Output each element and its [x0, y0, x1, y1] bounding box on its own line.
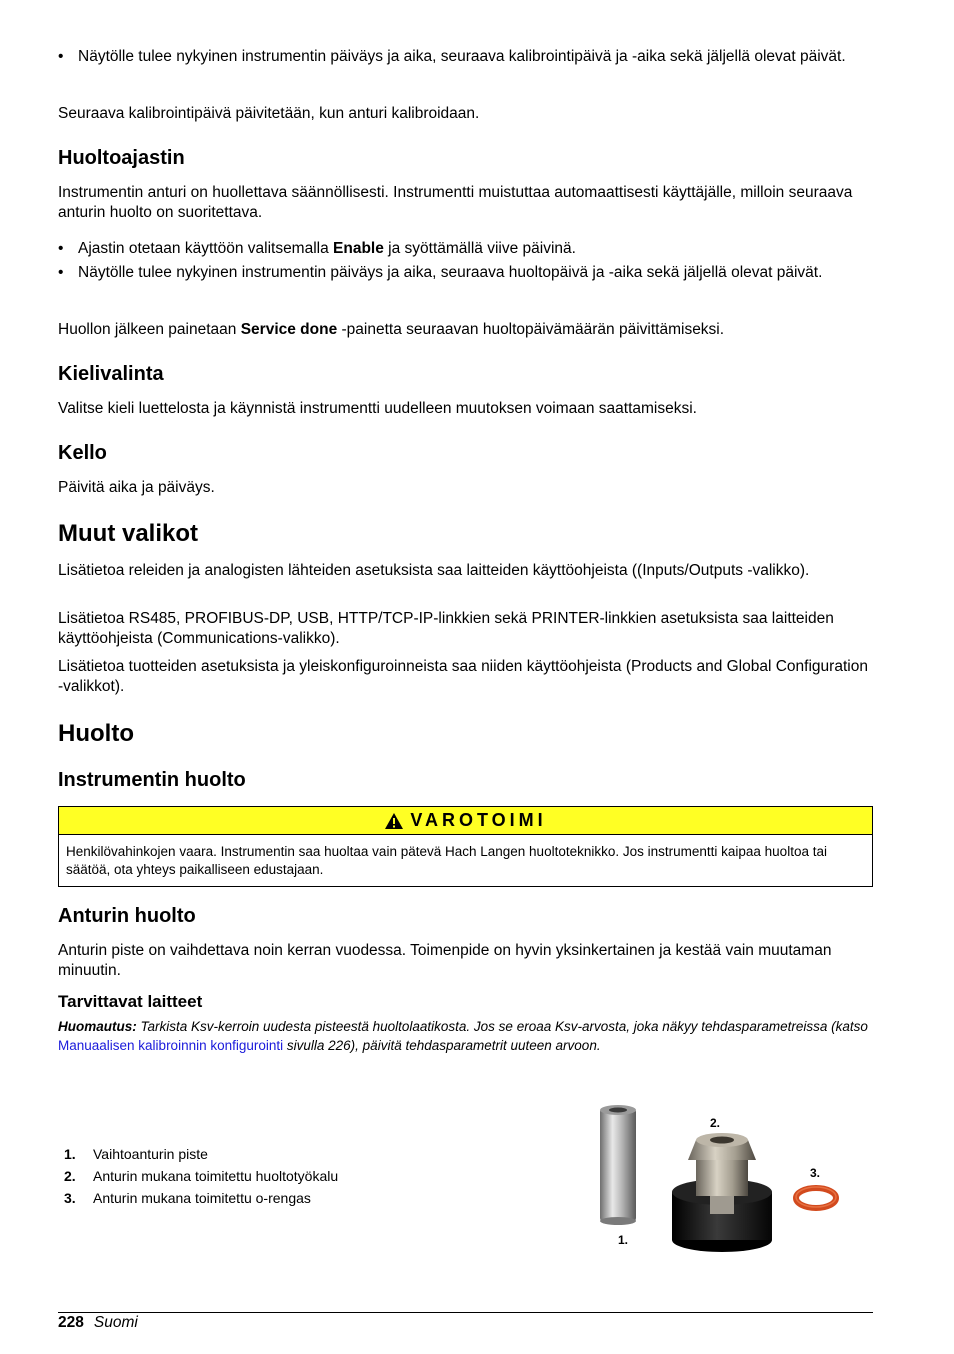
figure-label-1: 1. — [618, 1233, 629, 1247]
muut-paragraph-2: Lisätietoa RS485, PROFIBUS-DP, USB, HTTP/TCP-IP-linkkien sekä PRINTER-linkkien asetuksista saa laitteiden käyttöohjeista (Communications-valikko). — [58, 610, 834, 647]
footer-divider — [58, 1312, 873, 1313]
list-item: 1. Vaihtoanturin piste — [64, 1146, 208, 1162]
heading-anturin-huolto: Anturin huolto — [58, 905, 196, 927]
list-item: • Näytölle tulee nykyinen instrumentin päiväys ja aika, seuraava huoltopäivä ja -aika sekä jäljellä olevat päivät. — [58, 264, 823, 281]
intro-paragraph: Seuraava kalibrointipäivä päivitetään, kun anturi kalibroidaan. — [58, 105, 480, 122]
heading-muut-valikot: Muut valikot — [58, 520, 199, 547]
heading-tarvittavat-laitteet: Tarvittavat laitteet — [58, 992, 203, 1011]
figure-label-2: 2. — [710, 1116, 721, 1130]
muut-paragraph-1: Lisätietoa releiden ja analogisten lähteiden asetuksista saa laitteiden käyttöohjeista ((Inputs/Outputs -valikko). — [58, 562, 810, 579]
warning-triangle-icon — [384, 812, 404, 830]
heading-huolto: Huolto — [58, 720, 134, 747]
intro-bullet-list — [58, 47, 873, 67]
huoltoajastin-after-paragraph: Huollon jälkeen painetaan Service done -painetta seuraavan huoltopäivämäärän päivittämiseksi. — [58, 321, 725, 338]
warning-box — [58, 806, 873, 887]
parts-list — [58, 1143, 538, 1209]
kello-paragraph: Päivitä aika ja päiväys. — [58, 479, 215, 496]
warning-title: VAROTOIMI — [410, 810, 547, 830]
list-item: 2. Anturin mukana toimitettu huoltotyökalu — [64, 1168, 339, 1184]
service-tool-image — [672, 1133, 772, 1252]
huoltoajastin-bullet-list — [58, 239, 873, 283]
note-paragraph: Huomautus: Tarkista Ksv-kerroin uudesta pisteestä huoltolaatikosta. Jos se eroaa Ksv-arvosta, joka näkyy tehdasparametreissa (katso Manuaalisen kalibroinnin konfigurointi sivulla 226), päivitä tehdasparametrit uuteen arvoon. — [58, 1019, 868, 1053]
figure-label-3: 3. — [810, 1166, 821, 1180]
page-footer — [58, 1313, 138, 1333]
muut-paragraph-3: Lisätietoa tuotteiden asetuksista ja yleiskonfiguroinneista saa niiden käyttöohjeista (Products and Global Configuration -valikkot). — [58, 658, 868, 695]
huoltoajastin-paragraph: Instrumentin anturi on huollettava säännöllisesti. Instrumentti muistuttaa automaattisesti käyttäjälle, milloin seuraava anturin huolto on suoritettava. — [58, 184, 853, 221]
heading-huoltoajastin: Huoltoajastin — [58, 147, 185, 169]
o-ring-image — [796, 1187, 836, 1208]
calibration-link[interactable]: Manuaalisen kalibroinnin konfigurointi — [58, 1038, 284, 1053]
list-item: 3. Anturin mukana toimitettu o-rengas — [64, 1190, 311, 1206]
list-item: • Ajastin otetaan käyttöön valitsemalla Enable ja syöttämällä viive päivinä. — [58, 240, 576, 257]
heading-kielivalinta: Kielivalinta — [58, 363, 164, 385]
list-item: • Näytölle tulee nykyinen instrumentin päiväys ja aika, seuraava kalibrointipäivä ja -aika sekä jäljellä olevat päivät. — [58, 48, 846, 65]
sensor-tip-image — [600, 1105, 636, 1225]
warning-text: Henkilövahinkojen vaara. Instrumentin saa huoltaa vain pätevä Hach Langen huoltoteknikko. Jos instrumentti kaipaa huoltoa tai säätöä, ota yhteys paikalliseen edustajaan. — [66, 844, 827, 877]
warning-header — [59, 807, 872, 835]
note-label: Huomautus: — [58, 1019, 137, 1034]
kielivalinta-paragraph: Valitse kieli luettelosta ja käynnistä instrumentti uudelleen muutoksen voimaan saattamiseksi. — [58, 400, 697, 417]
heading-kello: Kello — [58, 442, 107, 464]
parts-figure — [592, 1100, 850, 1255]
anturin-paragraph: Anturin piste on vaihdettava noin kerran vuodessa. Toimenpide on hyvin yksinkertainen ja kestää vain muutaman minuutin. — [58, 942, 832, 979]
heading-instrumentin-huolto: Instrumentin huolto — [58, 769, 246, 791]
page-number: 228 — [58, 1314, 84, 1331]
footer-language: Suomi — [93, 1314, 138, 1331]
